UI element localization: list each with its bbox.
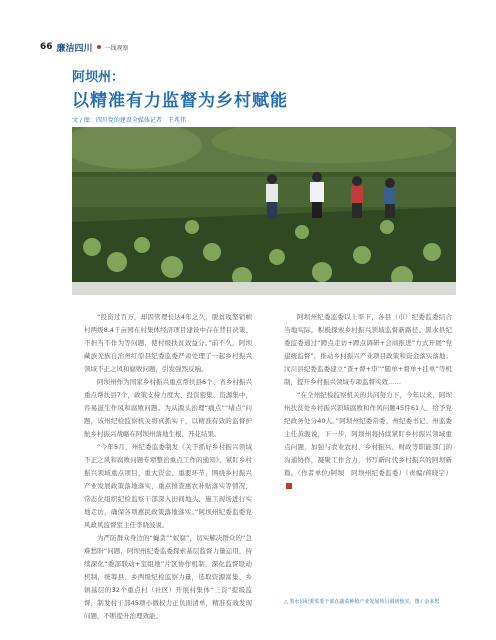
magazine-name: 廉洁四川 [56, 43, 93, 54]
article-body-right-column [284, 311, 452, 493]
paragraph: 为严防群众身边的“蝇贪”“蚁腐”，切实解决群众的“急难愁盼”问题，阿坝州纪委监委探索基层监督力量运用，持续深化“委部联动+室组地”片区协作机制，深化监督联动机制，统筹县、乡两级纪检监察力量，选取资源富集、乡镇基层的32个重点村（社区）开展村集体“三资”提级监督，制发村干部45项小微权力正负面清单，精准有效发现问题，不断提升治理效能。 [84, 534, 252, 620]
paragraph: “今年5月，州纪委监委制发《关于抓好乡村振兴领域不正之风和腐败问题专项整治重点工作的通知》，紧盯乡村振兴领域重点项目、重大资金、重要环节，围绕乡村振兴产业发展政策落地落实，重点排查惠农补贴落实等情况，常态化组织纪检监察干部深入田间地头、施工现场进行实地走访，确保各项惠民政策落地落实。”阿坝州纪委监委党风政风监督室主任李晓波说。 [84, 443, 252, 529]
section-label: 一线观察 [104, 44, 129, 52]
paragraph: 阿坝州作为国家乡村振兴重点帮扶县6个、省乡村振兴重点帮扶县7个，政策支持力度大、投资密集、资源集中，容易滋生作风和腐败问题。为从源头治理“痛点”“堵点”问题，该州纪检监察机关将真抓实干，以精准有效的监督护航乡村振兴战略在阿坝州落地生根、开花结果。 [84, 378, 252, 438]
photo-caption: △ 黑水县纪委监委干部在蔬菜种植产业发展项目调研核实。图 / 金多黑 [284, 599, 440, 605]
article-end-icon [286, 483, 292, 489]
field-photo-illustration [72, 127, 456, 295]
person-figure-3 [351, 176, 363, 218]
page-number: 66 [40, 42, 53, 52]
paragraph-final [284, 389, 452, 493]
paragraph-text: “在全州纪检监察机关的共同努力下，今年以来，阿坝州扶贫处乡村振兴领域腐败和作风问题45件61人，给予党纪政务处分40人。”阿坝州纪委常委、州纪委书记、州监委主任黄骏说，下一步，阿坝州将持续紧盯乡村振兴领域重点问题，加强与农业农村、乡村振兴、财政等职能部门的沟通协作，凝聚工作合力，书写新时代乡村振兴的阿坝新篇。（作者单位/阿坝 阿坝州纪委监委）（责编/蒋晓宇） [284, 391, 452, 477]
section-bullet-icon [97, 45, 101, 49]
paragraph: “投资过百万，却因管理长达4年之久，脱贫攻坚销帧村两级8.4千亩园在村集体经济项目建设中存在背目决策、不担当不作为等问题，使村级扶贫效益分。”前不久，阿坝藏族羌族自治州红原县纪委监委严肃处理了一起乡村振兴领域不正之风和腐败问题，引发强烈反响。 [84, 313, 252, 373]
article-title-location: 阿坝州： [72, 70, 125, 85]
article-title: 以精准有力监督为乡村赋能 [72, 91, 288, 111]
article-body-left-column [84, 311, 252, 623]
page-header [40, 40, 129, 54]
person-figure-4 [384, 178, 396, 218]
article-byline: 文 / 图：四川党的建设全媒体记者 王兆伟 [72, 117, 186, 124]
person-figure-1 [266, 174, 278, 218]
article-photo [72, 127, 456, 295]
paragraph: 阿坝州纪委监委以上率下，各县（市）纪委监委结合当地实际，积极探索乡村振兴领域监督新路径。黑水县纪委监委通过“蹲点走访+蹲点调研+会商推进”方式开展“党建统监督”，推动乡村振兴产业项目政策和资金落实落地；汶川县纪委监委建立“查+督+审”“随单+督单+挂单”等机制，提升乡村振兴领域专项监督实效…… [284, 313, 452, 386]
